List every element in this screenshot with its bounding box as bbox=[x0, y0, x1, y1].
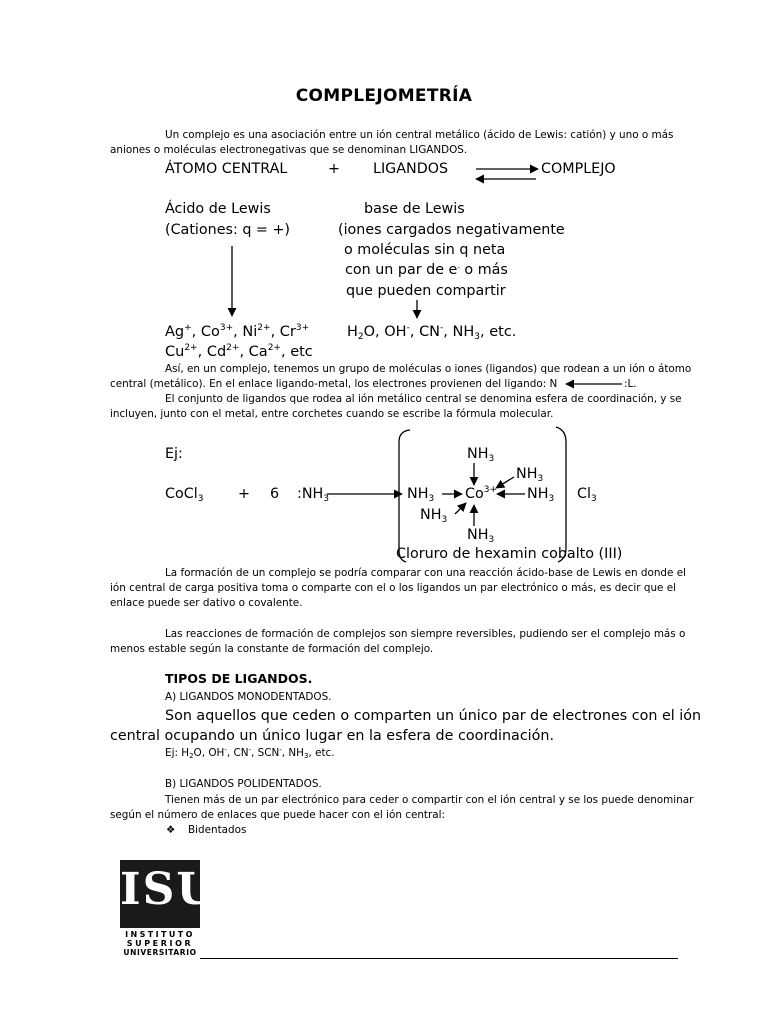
cation-list-line-2: $Cu^{2+}$, $Cd^{2+}$, $Ca^{2+}$, etc bbox=[165, 343, 313, 360]
logo-letters: ISU bbox=[120, 864, 217, 915]
base-lewis-label: base de Lewis bbox=[364, 201, 465, 217]
ligand-nh3-bottom: $NH_3$ bbox=[467, 527, 495, 545]
counter-ion-cl3: $Cl_3$ bbox=[577, 486, 597, 504]
page-title: COMPLEJOMETRÍA bbox=[295, 86, 473, 106]
paragraph-2-line-1: El conjunto de ligandos que rodea al ión metálico central se denomina esfera de coordinación, y se bbox=[165, 393, 682, 405]
equation-complejo: COMPLEJO bbox=[541, 161, 616, 177]
central-ion-co: $Co^{3+}$ bbox=[465, 485, 498, 502]
ligand-nh3-lower-left: $NH_3$ bbox=[420, 507, 448, 525]
polidentados-line-1: Tienen más de un par electrónico para ceder o compartir con el ión central y se los puede denominar bbox=[165, 794, 694, 806]
cation-list-line-1: Ag+, $Co^{3+}$, $Ni^{2+}$, $Cr^{3+}$ bbox=[165, 323, 310, 340]
paragraph-3-line-1: La formación de un complejo se podría comparar con una reacción ácido-base de Lewis en donde el bbox=[165, 567, 687, 579]
paragraph-3-line-2: ión central de carga positiva toma o comparte con el o los ligandos un par electrónico o más, es decir que el bbox=[110, 582, 677, 594]
ligand-nh3-top: $NH_3$ bbox=[467, 446, 495, 464]
equation-ligandos: LIGANDOS bbox=[373, 161, 449, 177]
footer-divider bbox=[200, 958, 678, 959]
paragraph-1-line-2-a: central (metálico). En el enlace ligando-metal, los electrones provienen del ligando: N bbox=[110, 378, 558, 390]
subheading-monodentados: A) LIGANDOS MONODENTADOS. bbox=[165, 691, 332, 703]
monodentados-examples: Ej: $H_2O$, OH-, CN-, SCN-, $NH_3$, etc. bbox=[165, 746, 335, 760]
bond-arrow-icon bbox=[455, 503, 466, 514]
acido-lewis-label: Ácido de Lewis bbox=[165, 201, 271, 217]
intro-line-1: Un complejo es una asociación entre un ión central metálico (ácido de Lewis: catión) y uno o más bbox=[165, 129, 674, 141]
logo-block bbox=[120, 860, 217, 928]
right-bracket-icon bbox=[556, 427, 566, 562]
section-heading-tipos: TIPOS DE LIGANDOS. bbox=[165, 671, 313, 686]
bullet-item-bidentados: Bidentados bbox=[188, 824, 247, 836]
intro-line-2: aniones o moléculas electronegativas que se denominan LIGANDOS. bbox=[110, 144, 468, 156]
logo-line-instituto: INSTITUTO bbox=[125, 930, 195, 939]
paragraph-3-line-3: enlace puede ser dativo o covalente. bbox=[110, 597, 303, 609]
example-label: Ej: bbox=[165, 446, 183, 462]
logo-line-universitario: UNIVERSITARIO bbox=[123, 948, 197, 957]
subheading-polidentados: B) LIGANDOS POLIDENTADOS. bbox=[165, 778, 322, 790]
logo-line-superior: SUPERIOR bbox=[126, 939, 194, 948]
base-desc-line-3: con un par de e- o más bbox=[345, 262, 508, 278]
ligand-nh3-upper-right: $NH_3$ bbox=[516, 466, 544, 484]
base-desc-line-4: que pueden compartir bbox=[346, 283, 506, 299]
monodentados-line-2: central ocupando un único lugar en la esfera de coordinación. bbox=[110, 728, 555, 744]
equation-plus: + bbox=[328, 161, 340, 177]
equilibrium-arrows-icon bbox=[476, 169, 538, 179]
reactant-nh3: $:NH_3$ bbox=[297, 486, 329, 504]
bond-arrow-icon bbox=[496, 477, 514, 488]
polidentados-line-2: según el número de enlaces que puede hacer con el ión central: bbox=[110, 809, 446, 821]
institution-logo bbox=[120, 860, 217, 958]
base-desc-line-1: (iones cargados negativamente bbox=[338, 222, 565, 238]
monodentados-line-1: Son aquellos que ceden o comparten un único par de electrones con el ión bbox=[165, 708, 702, 724]
paragraph-2-line-2: incluyen, junto con el metal, entre corchetes cuando se escribe la fórmula molecular. bbox=[110, 408, 554, 420]
complex-name: Cloruro de hexamin cobalto (III) bbox=[396, 546, 623, 562]
paragraph-4-line-2: menos estable según la constante de formación del complejo. bbox=[110, 643, 434, 655]
ligand-nh3-left: $NH_3$ bbox=[407, 486, 435, 504]
cationes-label: (Cationes: q = +) bbox=[165, 222, 291, 238]
paragraph-1-line-1: Así, en un complejo, tenemos un grupo de moléculas o iones (ligandos) que rodean a un ión o átomo bbox=[165, 363, 692, 375]
ligand-list: $H_2O$, OH-, CN-, $NH_3$, etc. bbox=[347, 323, 517, 342]
equation-atomo-central: ÁTOMO CENTRAL bbox=[165, 161, 288, 177]
diamond-bullet-icon: ❖ bbox=[166, 824, 176, 836]
reactant-cocl3: CoCl$_3$ bbox=[165, 486, 204, 504]
left-bracket-icon bbox=[399, 430, 410, 562]
reactant-plus: + bbox=[238, 486, 250, 502]
base-desc-line-2: o moléculas sin q neta bbox=[344, 242, 506, 258]
reactant-coefficient: 6 bbox=[270, 486, 280, 502]
ligand-nh3-right: $NH_3$ bbox=[527, 486, 555, 504]
paragraph-4-line-1: Las reacciones de formación de complejos son siempre reversibles, pudiendo ser el complejo más o bbox=[165, 628, 686, 640]
paragraph-1-line-2-b: :L. bbox=[624, 378, 637, 390]
